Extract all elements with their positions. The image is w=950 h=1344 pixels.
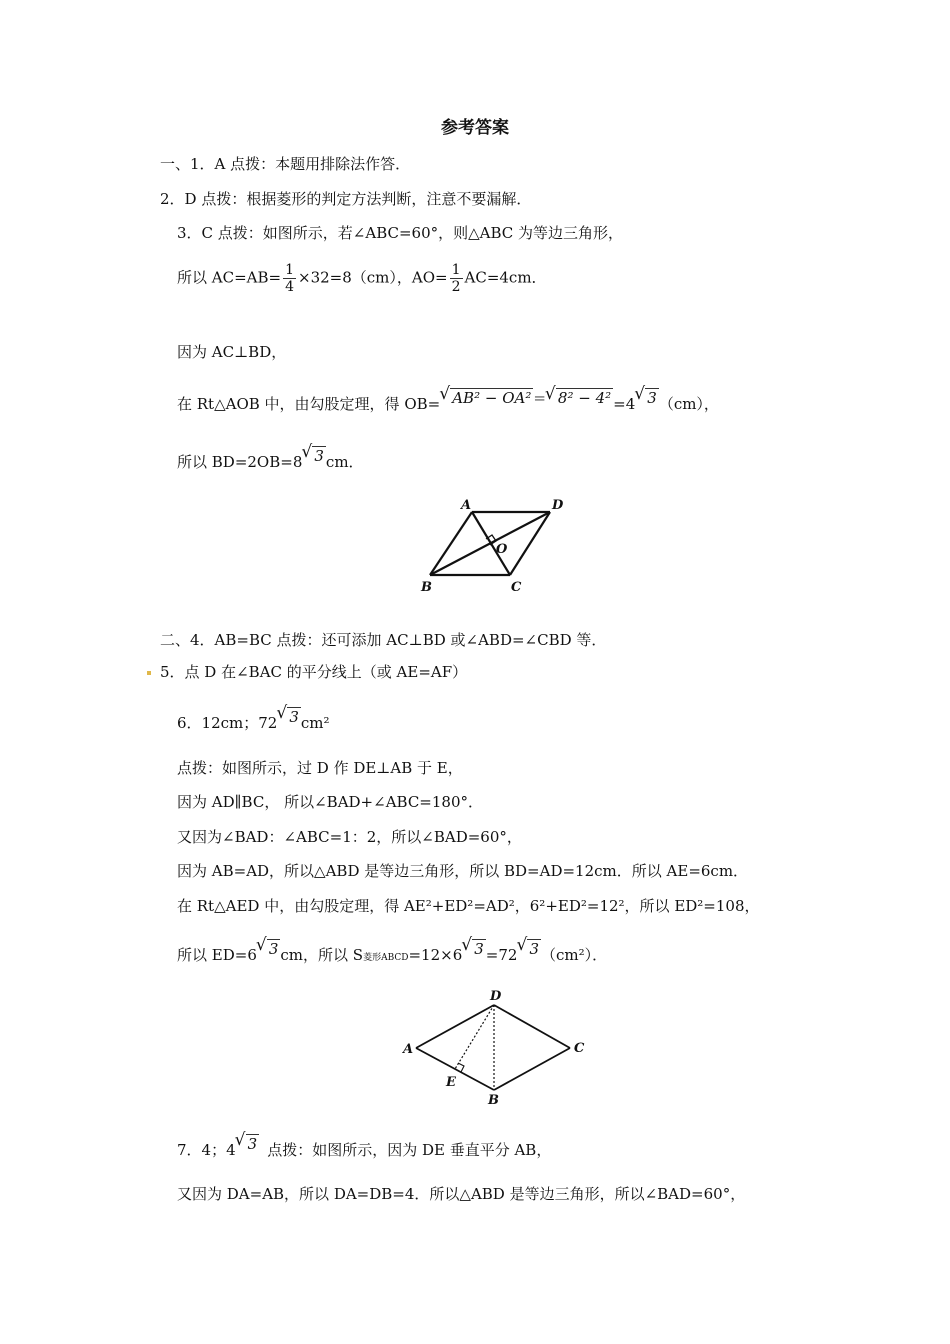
label-D: D xyxy=(490,989,502,1004)
text: （cm²）． xyxy=(541,946,608,964)
text: =12×6 xyxy=(408,946,463,964)
answer-line-8: 二、4．AB=BC 点拨：还可添加 AC⊥BD 或∠ABD=∠CBD 等． xyxy=(160,631,607,649)
sqrt-expression xyxy=(277,707,301,726)
fraction-half xyxy=(450,262,463,295)
sqrt-expression xyxy=(635,388,659,407)
text: 所以 AC=AB= xyxy=(177,268,282,287)
label-C: C xyxy=(511,580,522,595)
radicand: 3 xyxy=(268,940,279,958)
label-O: O xyxy=(496,542,508,557)
text: 在 Rt△AOB 中，由勾股定理，得 OB= xyxy=(177,395,441,413)
subscript: 菱形ABCD xyxy=(363,953,409,963)
equals-sign: = xyxy=(533,389,546,407)
answer-line-3: 3．C 点拨：如图所示，若∠ABC=60°，则△ABC 为等边三角形， xyxy=(177,224,624,242)
text: ×32=8（cm），AO= xyxy=(298,268,448,287)
sqrt-expression xyxy=(257,939,281,958)
text: （cm）， xyxy=(658,395,719,413)
edge-AB xyxy=(430,512,472,575)
answer-line-7 xyxy=(177,446,364,471)
text: =4 xyxy=(613,395,636,413)
label-A: A xyxy=(461,498,472,513)
sqrt-expression xyxy=(462,939,486,958)
label-A: A xyxy=(403,1042,414,1057)
sqrt-expression xyxy=(302,446,326,465)
sqrt-expression xyxy=(546,388,613,407)
answer-line-11: 点拨：如图所示，过 D 作 DE⊥AB 于 E， xyxy=(177,759,463,777)
text: cm² xyxy=(300,714,330,732)
numerator: 1 xyxy=(451,262,461,278)
text: 点拨：如图所示，因为 DE 垂直平分 AB， xyxy=(267,1141,552,1159)
answer-line-10 xyxy=(177,707,330,732)
answer-line-9: 5．点 D 在∠BAC 的平分线上（或 AE=AF） xyxy=(160,663,468,681)
answer-line-18: 又因为 DA=AB，所以 DA=DB=4．所以△ABD 是等边三角形，所以∠BAD=60°， xyxy=(177,1185,746,1203)
sqrt-expression xyxy=(236,1134,260,1153)
edge-AD xyxy=(416,1005,494,1048)
text: cm． xyxy=(325,453,364,471)
label-B: B xyxy=(421,580,432,595)
answer-line-4 xyxy=(177,262,547,295)
radicand: 3 xyxy=(474,940,484,958)
label-D: D xyxy=(552,498,564,513)
radicand: 8² − 4² xyxy=(557,389,612,407)
numerator: 1 xyxy=(285,262,294,278)
answer-line-14: 因为 AB=AD，所以△ABD 是等边三角形，所以 BD=AD=12cm．所以 AE=6cm． xyxy=(177,862,749,880)
answer-line-12: 因为 AD∥BC， 所以∠BAD+∠ABC=180°． xyxy=(177,793,483,811)
text: 6．12cm；72 xyxy=(177,714,278,732)
answer-line-5: 因为 AC⊥BD， xyxy=(177,343,287,361)
radicand: 3 xyxy=(647,389,657,407)
edge-CB xyxy=(494,1048,570,1090)
denominator: 4 xyxy=(285,279,294,296)
radicand: 3 xyxy=(529,940,539,958)
figure-edges xyxy=(416,1005,570,1090)
text: cm，所以 S xyxy=(280,946,364,964)
denominator: 2 xyxy=(451,279,461,296)
answer-line-17 xyxy=(177,1134,551,1159)
figure-edges xyxy=(430,512,550,575)
rhombus-figure-1 xyxy=(417,495,577,595)
rhombus-figure-2 xyxy=(398,988,598,1108)
answer-line-15: 在 Rt△AED 中，由勾股定理，得 AE²+ED²=AD²，6²+ED²=12²，所以 ED²=108， xyxy=(177,897,760,915)
radicand: AB² − OA² xyxy=(452,389,532,407)
annotation-dot xyxy=(147,671,151,675)
sqrt-expression xyxy=(517,939,541,958)
edge-DC xyxy=(494,1005,570,1048)
radicand: 3 xyxy=(289,708,299,726)
answer-line-1: 一、1．A 点拨：本题用排除法作答． xyxy=(160,155,411,173)
answer-line-2: 2．D 点拨：根据菱形的判定方法判断，注意不要漏解． xyxy=(160,190,532,208)
answer-line-13: 又因为∠BAD：∠ABC=1：2，所以∠BAD=60°， xyxy=(177,828,522,846)
fraction-quarter xyxy=(283,262,296,295)
label-C: C xyxy=(574,1041,585,1056)
label-E: E xyxy=(446,1075,456,1090)
sqrt-expression xyxy=(440,388,533,407)
text: 7．4；4 xyxy=(177,1141,236,1159)
segment-DE xyxy=(455,1005,494,1069)
radicand: 3 xyxy=(314,447,324,465)
text: 所以 ED=6 xyxy=(177,946,257,964)
text: AC=4cm． xyxy=(464,268,547,287)
label-B: B xyxy=(488,1093,499,1108)
page-title: 参考答案 xyxy=(441,118,509,138)
radicand: 3 xyxy=(247,1135,258,1153)
text: 所以 BD=2OB=8 xyxy=(177,453,303,471)
answer-line-6 xyxy=(177,388,719,413)
text: =72 xyxy=(485,946,518,964)
answer-line-16 xyxy=(177,939,607,964)
